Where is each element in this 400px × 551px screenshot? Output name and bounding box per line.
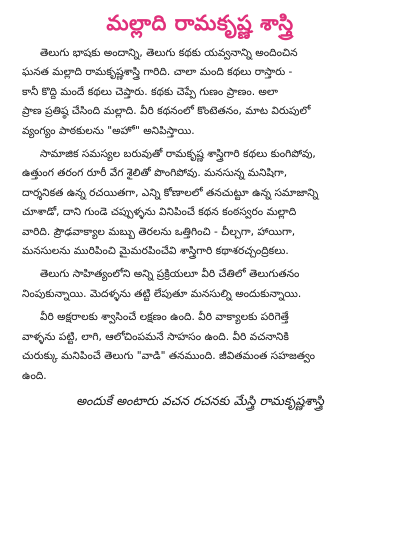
text-line: దార్శనికత ఉన్న రచయితగా, ఎన్ని కోణాలలో తనచుట్టూ ఉన్న సమాజాన్ని bbox=[22, 186, 319, 199]
paragraph-4 bbox=[22, 308, 378, 386]
text-line: చూశాడో, దాని గుండె చప్పుళ్ళను వినిపించే కథన కంఠస్వరం మల్లాది bbox=[22, 206, 297, 219]
paragraph-2 bbox=[22, 145, 378, 261]
text-line: ఉంది. bbox=[22, 369, 47, 382]
text-line: మనసులను మురిపించి మైమరపించేవి శాస్త్రిగారి కథాశరచ్చంద్రికలు. bbox=[22, 245, 289, 258]
text-line: వాళ్ళను పట్టి, లాగి, ఆలోచింపమనే సాహసం ఉంది. వీరి వచనానికి bbox=[22, 330, 289, 343]
text-line: ప్రాణ ప్రతిష్ఠ చేసింది మల్లాది. వీరి కథనంలో కొంటెతనం, మాట విరుపులో bbox=[22, 105, 311, 118]
text-line: తెలుగు భాషకు అందాన్ని, తెలుగు కథకు యవ్వనాన్ని అందించిన bbox=[40, 47, 298, 59]
text-line: చురుక్కు మనిపించే తెలుగు "వాడి" తనముంది. జీవితమంత సహజత్వం bbox=[22, 350, 315, 363]
page-title: మల్లాది రామకృష్ణ శాస్త్రి bbox=[106, 11, 294, 35]
closing-line: అందుకే అంటారు వచన రచనకు మేస్త్రి రామకృష్ణశాస్త్రి bbox=[76, 392, 324, 408]
text-line: వారిది. ప్రౌఢవాక్యాల మబ్బు తెరలను ఒత్తిగించి - చీల్చగా, హాయిగా, bbox=[22, 225, 296, 238]
text-line: కానీ కొద్ది మందే కథలు చెప్తారు. కథకు చెప్పే గుణం ప్రాణం. అలా bbox=[22, 85, 278, 98]
text-line: తెలుగు సాహిత్యంలోని అన్ని ప్రక్రియలూ వీరి చేతిలో తెలుగుతనం bbox=[40, 268, 300, 281]
text-line: ఘనత మల్లాది రామకృష్ణశాస్త్రి గారిది. చాలా మంది కథలు రాస్తారు - bbox=[22, 66, 293, 79]
text-line: సామాజిక సమస్యల బరువుతో రామకృష్ణ శాస్త్రిగారి కథలు కుంగిపోవు, bbox=[40, 148, 316, 161]
text-line: నింపుకున్నాయి. మెదళ్ళను తట్టి లేపుతూ మనసుల్ని అందుకున్నాయి. bbox=[22, 287, 302, 300]
text-line: వ్యంగ్యం పాఠకులను "అహో" అనిపిస్తాయి. bbox=[22, 124, 195, 137]
paragraph-3 bbox=[22, 265, 378, 304]
paragraph-1 bbox=[22, 44, 378, 141]
text-line: వీరి అక్షరాలకు శ్వాసించే లక్షణం ఉంది. వీరి వాక్యాలకు పరిగెత్తే bbox=[40, 311, 289, 324]
text-line: ఉత్తుంగ తరంగ రూరీ వేగ శైలితో పొంగిపోవు. మనసున్న మనిషిగా, bbox=[22, 167, 288, 180]
